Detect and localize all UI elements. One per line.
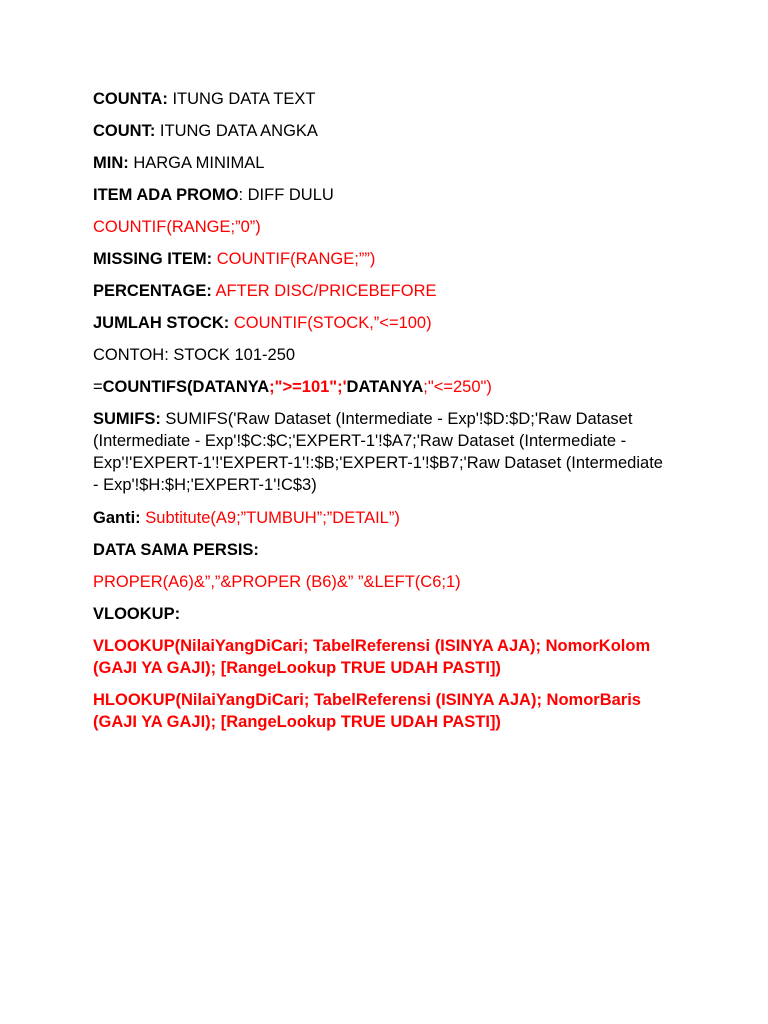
formula-proper bbox=[93, 571, 673, 593]
note-percentage bbox=[93, 280, 673, 302]
note-jumlah-stock bbox=[93, 312, 673, 334]
note-data-sama-persis bbox=[93, 539, 673, 561]
note-missing-item bbox=[93, 248, 673, 270]
note-label: JUMLAH STOCK: bbox=[93, 314, 230, 332]
note-ganti bbox=[93, 507, 673, 529]
formula-text: COUNTIF(RANGE;”0”) bbox=[93, 218, 261, 236]
formula-countif-zero bbox=[93, 216, 673, 238]
note-vlookup-heading bbox=[93, 603, 673, 625]
note-min bbox=[93, 152, 673, 174]
note-label: Ganti: bbox=[93, 509, 141, 527]
note-counta bbox=[93, 88, 673, 110]
note-label: MISSING ITEM: bbox=[93, 250, 213, 268]
note-text: ITUNG DATA ANGKA bbox=[155, 122, 318, 140]
formula-text: AFTER DISC/PRICEBEFORE bbox=[211, 282, 437, 300]
note-text: HARGA MINIMAL bbox=[128, 154, 265, 172]
note-label: SUMIFS: bbox=[93, 410, 161, 428]
formula-part: = bbox=[93, 378, 103, 396]
formula-part: COUNTIFS(DATANYA bbox=[102, 378, 270, 396]
note-text: ITUNG DATA TEXT bbox=[167, 90, 316, 108]
note-text: CONTOH: STOCK 101-250 bbox=[93, 346, 296, 364]
note-label: DATA SAMA PERSIS: bbox=[93, 541, 259, 559]
formula-text: COUNTIF(STOCK,”<=100) bbox=[229, 314, 432, 332]
note-label: COUNTA: bbox=[93, 90, 168, 108]
formula-text: COUNTIF(RANGE;””) bbox=[212, 250, 376, 268]
note-count bbox=[93, 120, 673, 142]
note-label: VLOOKUP: bbox=[93, 605, 181, 623]
note-label: ITEM ADA PROMO bbox=[93, 186, 239, 204]
formula-hlookup bbox=[93, 689, 673, 733]
formula-part: ;"<=250") bbox=[423, 378, 492, 396]
note-text: : DIFF DULU bbox=[238, 186, 334, 204]
formula-text: HLOOKUP(NilaiYangDiCari; TabelReferensi (ISINYA AJA); NomorBaris (GAJI YA GAJI); [RangeLookup TRUE UDAH PASTI]) bbox=[93, 691, 646, 731]
formula-part: ;">=101";' bbox=[269, 378, 347, 396]
note-text: SUMIFS('Raw Dataset (Intermediate - Exp'!$D:$D;'Raw Dataset (Intermediate - Exp'!$C:$C;'EXPERT-1'!$A7;'Raw Dataset (Intermediate - Exp'!'EXPERT-1'!'EXPERT-1'!:$B;'EXPERT-1'!$B7;'Raw Dataset (Intermediate - Exp'!$H:$H;'EXPERT-1'!C$3) bbox=[93, 410, 668, 494]
formula-countifs bbox=[93, 376, 673, 398]
formula-vlookup bbox=[93, 635, 673, 679]
note-contoh bbox=[93, 344, 673, 366]
formula-text: VLOOKUP(NilaiYangDiCari; TabelReferensi (ISINYA AJA); NomorKolom (GAJI YA GAJI); [RangeLookup TRUE UDAH PASTI]) bbox=[93, 637, 655, 677]
formula-text: Subtitute(A9;”TUMBUH”;”DETAIL”) bbox=[140, 509, 400, 527]
formula-text: PROPER(A6)&”,”&PROPER (B6)&” ”&LEFT(C6;1) bbox=[93, 573, 461, 591]
note-label: MIN: bbox=[93, 154, 129, 172]
note-sumifs bbox=[93, 408, 673, 496]
note-label: PERCENTAGE: bbox=[93, 282, 212, 300]
note-item-promo bbox=[93, 184, 673, 206]
note-label: COUNT: bbox=[93, 122, 156, 140]
formula-part: DATANYA bbox=[346, 378, 424, 396]
